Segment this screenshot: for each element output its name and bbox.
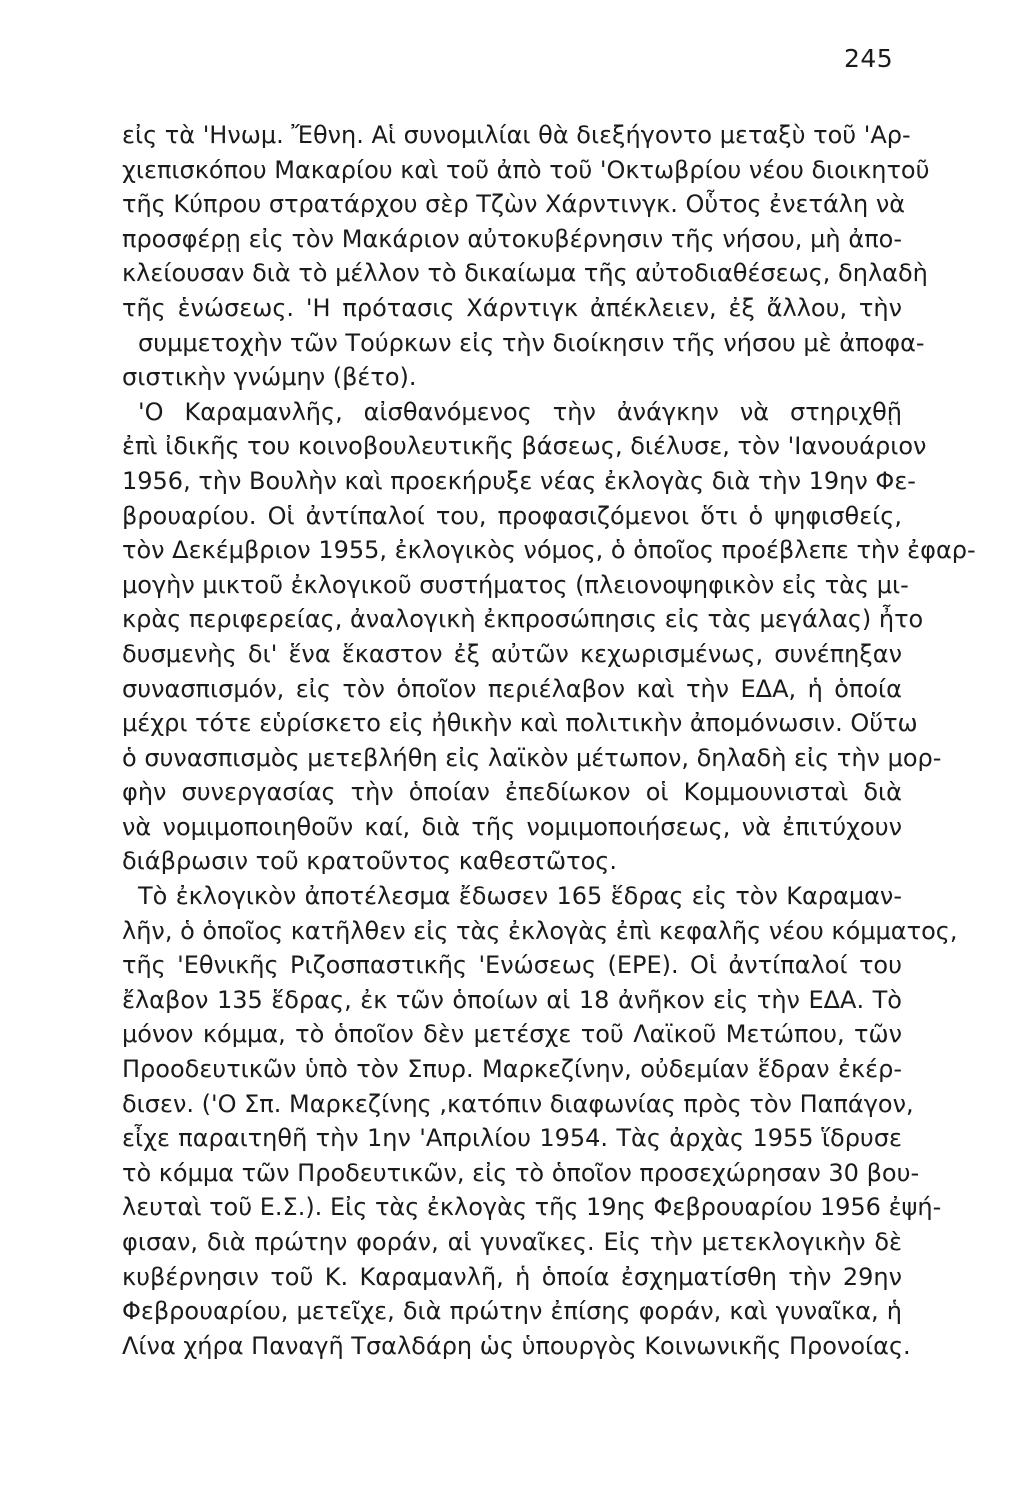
- text-line: κρὰς περιφερείας, ἀναλογικὴ ἐκπροσώπησις εἰς τὰς μεγάλας) ἦτο: [122, 605, 924, 634]
- text-line: λευταὶ τοῦ Ε.Σ.). Εἰς τὰς ἐκλογὰς τῆς 19ης Φεβρουαρίου 1956 ἐψή-: [122, 1193, 942, 1222]
- text-line: Τὸ ἐκλογικὸν ἀποτέλεσμα ἔδωσεν 165 ἕδρας εἰς τὸν Καραμαν-: [138, 882, 902, 911]
- text-line: συνασπισμόν, εἰς τὸν ὁποῖον περιέλαβον καὶ τὴν ΕΔΑ, ἡ ὁποία: [122, 674, 902, 703]
- text-line: σιστικὴν γνώμην (βέτο).: [122, 363, 417, 392]
- text-line: τῆς 'Εθνικῆς Ριζοσπαστικῆς 'Ενώσεως (ΕΡΕ). Οἱ ἀντίπαλοί του: [122, 951, 902, 980]
- text-line: ἐπὶ ἰδικῆς του κοινοβουλευτικῆς βάσεως, διέλυσε, τὸν 'Ιανουάριον: [122, 432, 927, 461]
- text-line: εἶχε παραιτηθῆ τὴν 1ην 'Απριλίου 1954. Τὰς ἀρχὰς 1955 ἵδρυσε: [122, 1124, 902, 1153]
- text-line: διάβρωσιν τοῦ κρατοῦντος καθεστῶτος.: [122, 847, 617, 876]
- text-line: τῆς ἑνώσεως. 'Η πρότασις Χάρντιγκ ἀπέκλειεν, ἐξ ἄλλου, τὴν: [122, 293, 902, 322]
- text-line: 1956, τὴν Βουλὴν καὶ προεκήρυξε νέας ἐκλογὰς διὰ τὴν 19ην Φε-: [122, 466, 916, 495]
- text-line: μογὴν μικτοῦ ἐκλογικοῦ συστήματος (πλειονοψηφικὸν εἰς τὰς μι-: [122, 570, 909, 599]
- text-line: νὰ νομιμοποιηθοῦν καί, διὰ τῆς νομιμοποιήσεως, νὰ ἐπιτύχουν: [122, 812, 902, 841]
- text-line: τὸν Δεκέμβριον 1955, ἐκλογικὸς νόμος, ὁ ὁποῖος προέβλεπε τὴν ἐφαρ-: [122, 536, 976, 565]
- text-line: δισεν. ('Ο Σπ. Μαρκεζίνης ,κατόπιν διαφωνίας πρὸς τὸν Παπάγον,: [122, 1089, 914, 1118]
- text-line: συμμετοχὴν τῶν Τούρκων εἰς τὴν διοίκησιν τῆς νήσου μὲ ἀποφα-: [138, 328, 925, 357]
- text-line: λῆν, ὁ ὁποῖος κατῆλθεν εἰς τὰς ἐκλογὰς ἐπὶ κεφαλῆς νέου κόμματος,: [122, 916, 958, 945]
- text-line: φισαν, διὰ πρώτην φοράν, αἱ γυναῖκες. Εἰς τὴν μετεκλογικὴν δὲ: [122, 1228, 902, 1256]
- text-line: Φεβρουαρίου, μετεῖχε, διὰ πρώτην ἐπίσης φοράν, καὶ γυναῖκα, ἡ: [122, 1297, 902, 1326]
- text-line: φὴν συνεργασίας τὴν ὁποίαν ἐπεδίωκον οἱ Κομμουνισταὶ διὰ: [122, 778, 902, 807]
- text-line: εἰς τὰ 'Ηνωμ. Ἔθνη. Αἱ συνομιλίαι θὰ διεξήγοντο μεταξὺ τοῦ 'Αρ-: [122, 121, 911, 149]
- text-line: μόνον κόμμα, τὸ ὁποῖον δὲν μετέσχε τοῦ Λαϊκοῦ Μετώπου, τῶν: [122, 1020, 902, 1049]
- page-number: 245: [844, 44, 894, 73]
- text-line: μέχρι τότε εὑρίσκετο εἰς ἠθικὴν καὶ πολιτικὴν ἀπομόνωσιν. Οὕτω: [122, 709, 918, 738]
- text-line: προσφέρῃ εἰς τὸν Μακάριον αὐτοκυβέρνησιν τῆς νήσου, μὴ ἀπο-: [122, 224, 902, 253]
- text-line: τῆς Κύπρου στρατάρχου σὲρ Τζὼν Χάρντινγκ. Οὗτος ἐνετάλη νὰ: [122, 190, 906, 219]
- page-body-text: [122, 118, 976, 1363]
- text-line: Λίνα χήρα Παναγῆ Τσαλδάρη ὡς ὑπουργὸς Κοινωνικῆς Προνοίας.: [122, 1331, 911, 1360]
- text-line: 'Ο Καραμανλῆς, αἰσθανόμενος τὴν ἀνάγκην νὰ στηριχθῇ: [138, 397, 902, 426]
- text-line: δυσμενὴς δι' ἕνα ἕκαστον ἐξ αὐτῶν κεχωρισμένως, συνέπηξαν: [122, 639, 902, 668]
- text-line: χιεπισκόπου Μακαρίου καὶ τοῦ ἀπὸ τοῦ 'Οκτωβρίου νέου διοικητοῦ: [122, 155, 930, 184]
- text-line: τὸ κόμμα τῶν Προδευτικῶν, εἰς τὸ ὁποῖον προσεχώρησαν 30 βου-: [122, 1158, 920, 1187]
- text-line: Προοδευτικῶν ὑπὸ τὸν Σπυρ. Μαρκεζίνην, οὐδεμίαν ἕδραν ἐκέρ-: [122, 1055, 902, 1084]
- text-line: ἔλαβον 135 ἕδρας, ἐκ τῶν ὁποίων αἱ 18 ἀνῆκον εἰς τὴν ΕΔΑ. Τὸ: [122, 985, 902, 1014]
- text-line: βρουαρίου. Οἱ ἀντίπαλοί του, προφασιζόμενοι ὅτι ὁ ψηφισθείς,: [122, 501, 902, 530]
- text-line: κλείουσαν διὰ τὸ μέλλον τὸ δικαίωμα τῆς αὐτοδιαθέσεως, δηλαδὴ: [122, 259, 928, 288]
- text-line: κυβέρνησιν τοῦ Κ. Καραμανλῆ, ἡ ὁποία ἐσχηματίσθη τὴν 29ην: [122, 1262, 902, 1291]
- text-line: ὁ συνασπισμὸς μετεβλήθη εἰς λαϊκὸν μέτωπον, δηλαδὴ εἰς τὴν μορ-: [122, 743, 942, 772]
